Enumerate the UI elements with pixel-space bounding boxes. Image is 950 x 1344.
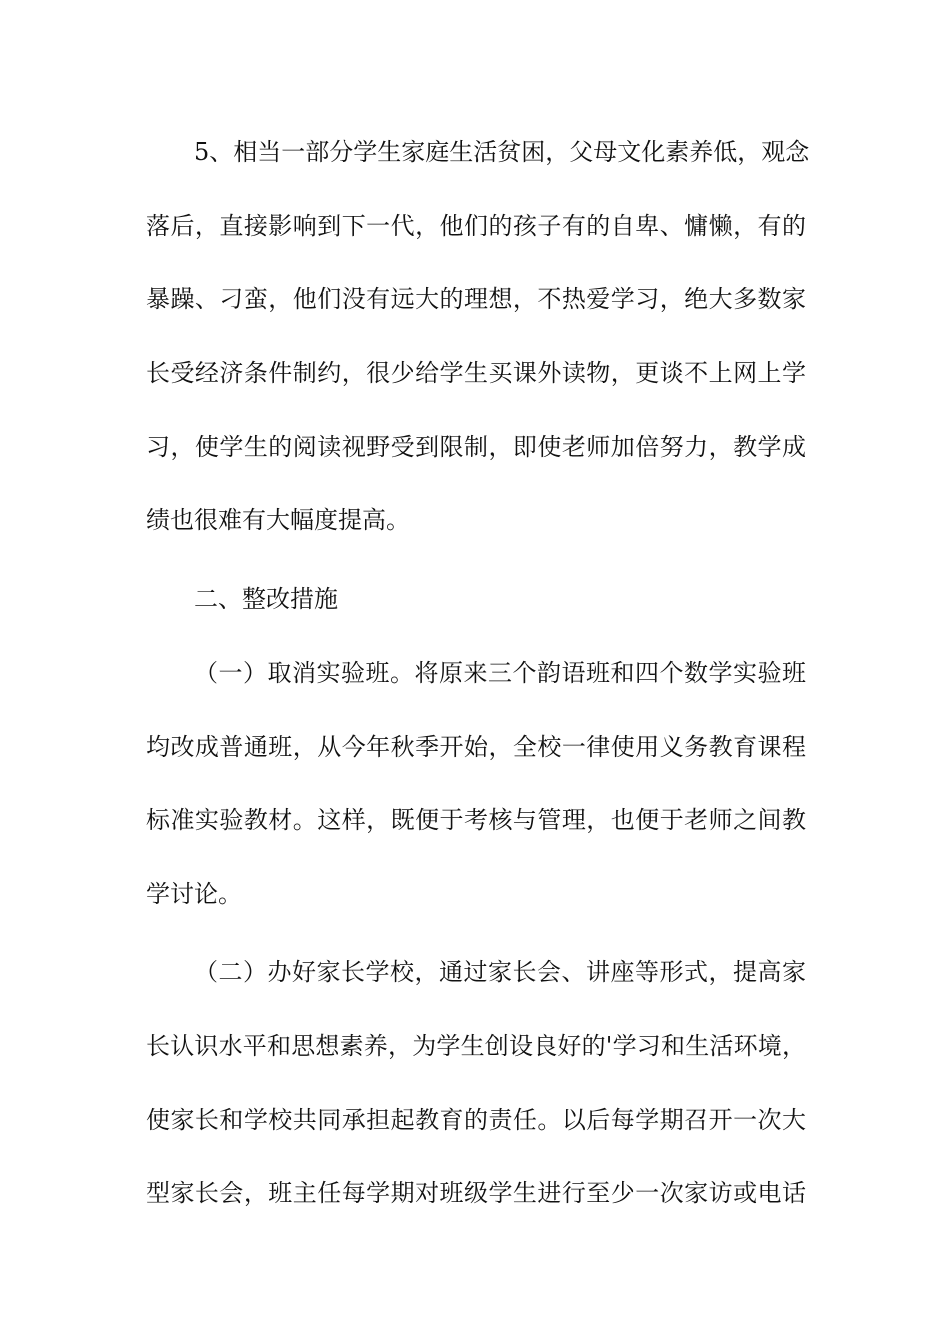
paragraph-line: 暴躁、刁蛮，他们没有远大的理想，不热爱学习，绝大多数家: [146, 285, 806, 313]
paragraph-line: 落后，直接影响到下一代，他们的孩子有的自卑、慵懒，有的: [146, 212, 806, 240]
paragraph-line: （一）取消实验班。将原来三个韵语班和四个数学实验班: [194, 659, 806, 687]
paragraph-line: 使家长和学校共同承担起教育的责任。以后每学期召开一次大: [146, 1106, 806, 1134]
paragraph-line: （二）办好家长学校，通过家长会、讲座等形式，提高家: [194, 958, 806, 986]
section-heading: 二、整改措施: [194, 585, 338, 613]
paragraph-line: 5、相当一部分学生家庭生活贫困，父母文化素养低，观念: [194, 138, 810, 166]
paragraph-line: 型家长会，班主任每学期对班级学生进行至少一次家访或电话: [146, 1179, 806, 1207]
paragraph-line: 标准实验教材。这样，既便于考核与管理，也便于老师之间教: [146, 806, 806, 834]
paragraph-line: 均改成普通班，从今年秋季开始，全校一律使用义务教育课程: [146, 733, 806, 761]
paragraph-line: 长受经济条件制约，很少给学生买课外读物，更谈不上网上学: [146, 359, 806, 387]
paragraph-line: 习，使学生的阅读视野受到限制，即使老师加倍努力，教学成: [146, 433, 806, 461]
paragraph-line: 学讨论。: [146, 880, 242, 908]
paragraph-line: 绩也很难有大幅度提高。: [146, 506, 410, 534]
paragraph-line: 长认识水平和思想素养，为学生创设良好的'学习和生活环境，: [146, 1032, 806, 1060]
